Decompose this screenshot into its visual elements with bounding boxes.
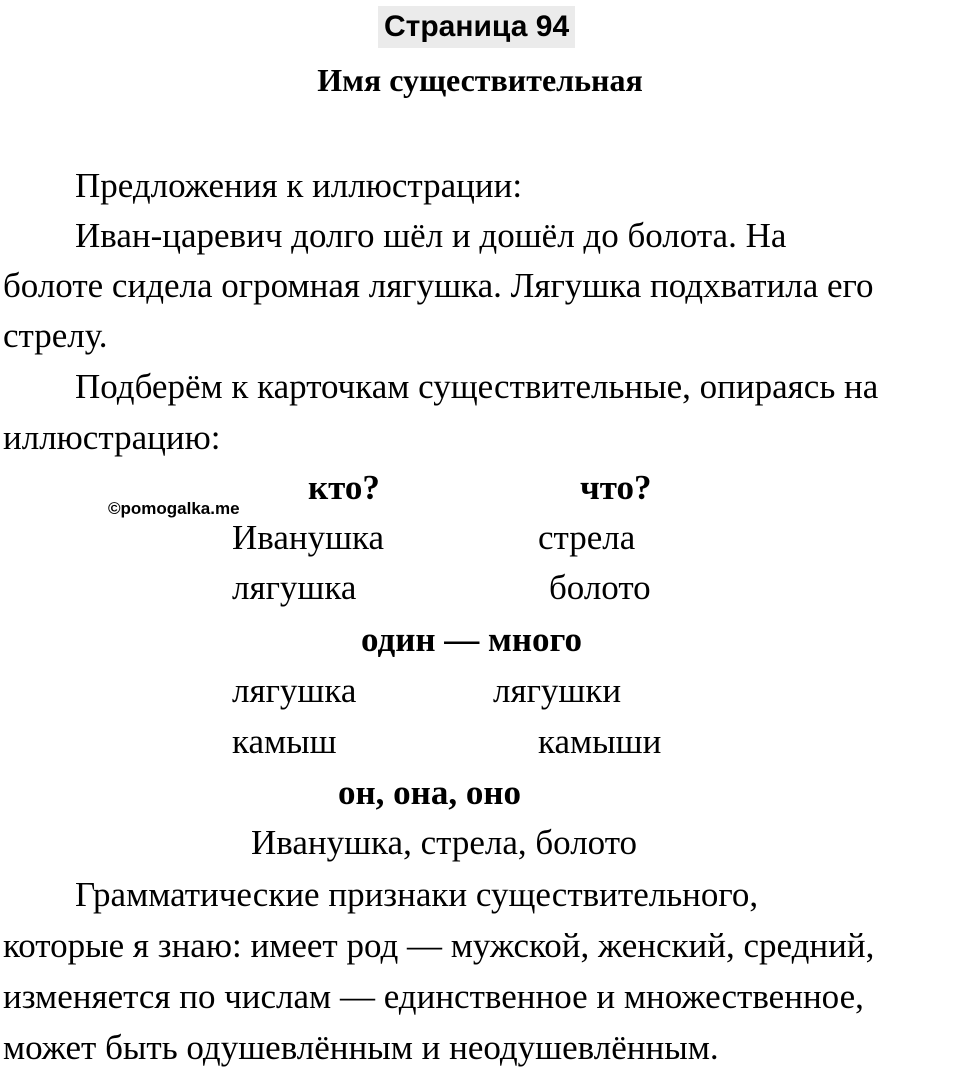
gender-heading: он, она, оно (338, 773, 521, 812)
singular-item-1: лягушка (232, 671, 357, 710)
who-item-1: Иванушка (232, 518, 385, 557)
page-title: Имя существительная (317, 62, 643, 98)
what-item-2: болото (549, 568, 651, 607)
conclusion-line-2: которые я знаю: имеет род — мужской, женский, средний, (3, 926, 875, 965)
watermark-text: ©pomogalka.me (108, 499, 240, 518)
intro-line-3: стрелу. (3, 316, 108, 355)
what-heading: что? (580, 468, 652, 507)
who-heading: кто? (308, 468, 380, 507)
task-line-2: иллюстрацию: (3, 418, 221, 457)
intro-line-1: Иван-царевич долго шёл и дошёл до болота. На (75, 216, 787, 255)
gender-line: Иванушка, стрела, болото (251, 823, 638, 862)
plural-item-1: лягушки (493, 671, 622, 710)
task-line-1: Подберём к карточкам существительные, опираясь на (75, 367, 879, 406)
singular-item-2: камыш (232, 722, 337, 761)
plural-item-2: камыши (538, 722, 662, 761)
intro-heading: Предложения к иллюстрации: (75, 166, 523, 205)
number-heading: один — много (361, 620, 583, 659)
what-item-1: стрела (538, 518, 636, 557)
who-item-2: лягушка (232, 568, 357, 607)
conclusion-line-1: Грамматические признаки существительного, (75, 875, 759, 914)
conclusion-line-3: изменяется по числам — единственное и множественное, (3, 977, 864, 1016)
conclusion-line-4: может быть одушевлённым и неодушевлённым. (3, 1028, 719, 1067)
page-number-badge: Страница 94 (378, 6, 575, 48)
intro-line-2: болоте сидела огромная лягушка. Лягушка подхватила его (3, 266, 874, 305)
